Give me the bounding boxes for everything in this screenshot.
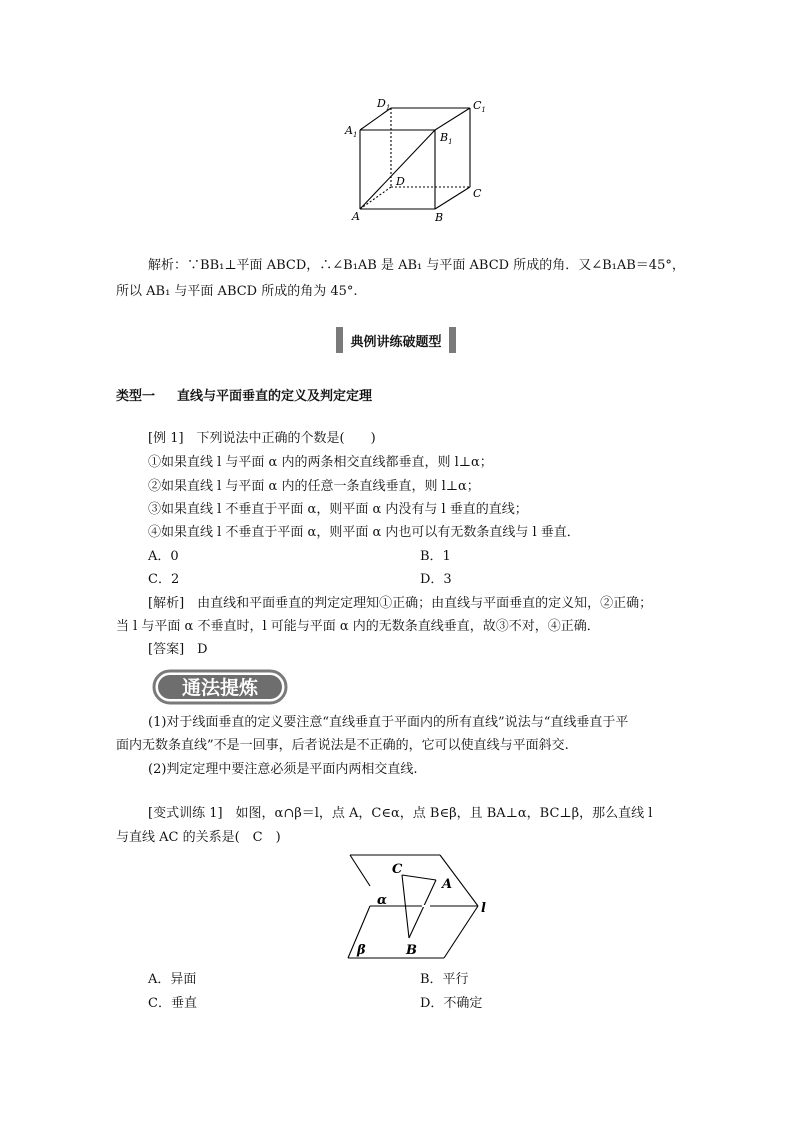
- cube-figure: [340, 95, 490, 225]
- choice-a: A．0: [148, 549, 179, 564]
- cube-label-d: D: [396, 175, 405, 188]
- planes-figure: [340, 848, 500, 966]
- cube-label-c: C: [473, 187, 482, 200]
- choice-d: D．3: [420, 572, 452, 587]
- analysis-label: 解析：: [148, 258, 188, 273]
- method-p1-line-2: 面内无数条直线”不是一回事，后者说法是不正确的，它可以使直线与平面斜交.: [116, 738, 569, 753]
- analysis-text: ∵BB₁⊥平面 ABCD，∴∠B₁AB 是 AB₁ 与平面 ABCD 所成的角．又∠B₁AB＝45°，: [187, 258, 685, 273]
- example-item-1: ①如果直线 l 与平面 α 内的两条相交直线都垂直，则 l⊥α；: [148, 455, 493, 470]
- cube-label-b: B: [435, 211, 444, 224]
- example-item-4: ④如果直线 l 不垂直于平面 α，则平面 α 内也可以有无数条直线与 l 垂直．: [148, 525, 580, 540]
- variant-line-1: [变式训练 1] 如图，α∩β＝l，点 A，C∈α，点 B∈β，且 BA⊥α，BC⊥β，那么直线 l: [148, 806, 653, 821]
- section-label: 类型一: [116, 389, 156, 404]
- choice-c: C．2: [148, 572, 180, 587]
- figure-label-a: A: [442, 877, 453, 892]
- cube-label-c1: $C_1$: [473, 99, 486, 114]
- variant-choice-a: A．异面: [148, 972, 197, 987]
- method-badge-text: 通法提炼: [181, 677, 259, 699]
- method-p2: (2)判定定理中要注意必须是平面内两相交直线.: [148, 762, 418, 777]
- example-stem: [例 1] 下列说法中正确的个数是( ): [148, 431, 376, 446]
- figure-label-beta: β: [357, 943, 366, 958]
- section-heading: [116, 387, 372, 407]
- variant-choice-b: B．平行: [420, 972, 469, 987]
- figure-label-alpha: α: [377, 893, 388, 908]
- variant-line-2: 与直线 AC 的关系是( C ): [116, 830, 281, 845]
- cube-label-a: A: [352, 210, 360, 223]
- figure-label-b: B: [406, 943, 417, 958]
- example-item-3: ③如果直线 l 不垂直于平面 α，则平面 α 内没有与 l 垂直的直线；: [148, 502, 528, 517]
- banner-title: 典例讲练破题型: [350, 335, 442, 350]
- solution-line-1: [解析] 由直线和平面垂直的判定定理知①正确；由直线与平面垂直的定义知，②正确；: [148, 596, 653, 611]
- section-title: 直线与平面垂直的定义及判定定理: [177, 389, 373, 404]
- analysis-line-1: [148, 256, 685, 276]
- example-item-2: ②如果直线 l 与平面 α 内的任意一条直线垂直，则 l⊥α；: [148, 479, 480, 494]
- solution-line-2: 当 l 与平面 α 不垂直时，l 可能与平面 α 内的无数条直线垂直，故③不对，④正确．: [116, 619, 600, 634]
- cube-label-b1: $B_1$: [440, 131, 453, 146]
- analysis-line-2: 所以 AB₁ 与平面 ABCD 所成的角为 45°.: [116, 284, 358, 299]
- section-banner: [336, 327, 456, 353]
- cube-label-a1: $A_1$: [345, 124, 358, 139]
- answer-line: [答案] D: [148, 642, 208, 657]
- figure-label-l: l: [481, 901, 486, 916]
- variant-choice-d: D．不确定: [420, 996, 483, 1011]
- figure-label-c: C: [392, 862, 403, 877]
- method-badge: [152, 669, 288, 705]
- variant-choice-c: C．垂直: [148, 996, 197, 1011]
- method-p1-line-1: (1)对于线面垂直的定义要注意“直线垂直于平面内的所有直线”说法与“直线垂直于平: [148, 715, 629, 730]
- choice-b: B．1: [420, 549, 451, 564]
- cube-label-d1: $D_1$: [377, 97, 391, 112]
